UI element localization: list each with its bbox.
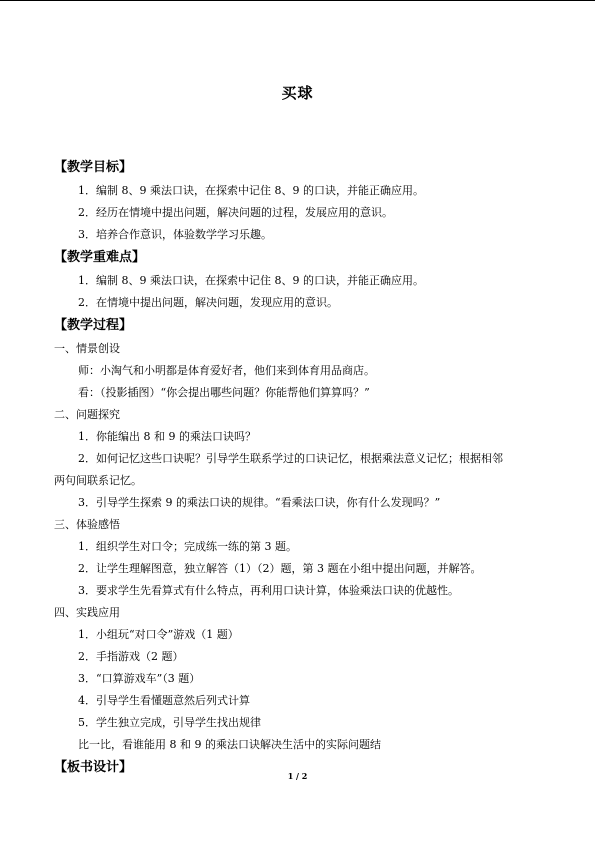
process-item: 3．要求学生先看算式有什么特点，再利用口诀计算，体验乘法口诀的优越性。 [78, 584, 459, 597]
document-body [54, 156, 541, 780]
process-item: 2．让学生理解图意，独立解答（1）（2）题，第 3 题在小组中提出问题，并解答。 [78, 562, 482, 575]
process-item: 比一比，看谁能用 8 和 9 的乘法口诀解决生活中的实际问题结 [78, 738, 381, 751]
process-item: 2．如何记忆这些口诀呢？引导学生联系学过的口诀记忆，根据乘法意义记忆；根据相邻 [78, 452, 503, 465]
objective-item: 2．经历在情境中提出问题，解决问题的过程，发展应用的意识。 [78, 206, 393, 219]
process-item: 2．手指游戏（2 题） [78, 650, 184, 663]
objective-item: 3．培养合作意识，体验数学学习乐趣。 [78, 228, 272, 241]
section-heading-board-design: 【板书设计】 [54, 760, 133, 775]
process-item: 5．学生独立完成，引导学生找出规律 [78, 716, 261, 729]
process-item: 1．你能编出 8 和 9 的乘法口诀吗？ [78, 430, 256, 443]
key-point-item: 2．在情境中提出问题，解决问题，发现应用的意识。 [78, 296, 338, 309]
process-item: 看：（投影插图）“你会提出哪些问题？你能帮他们算算吗？” [78, 386, 370, 399]
process-item: 3．引导学生探索 9 的乘法口诀的规律。“看乘法口诀，你有什么发现吗？” [78, 496, 441, 509]
process-subheading: 二、问题探究 [54, 408, 120, 421]
key-point-item: 1．编制 8、9 乘法口诀，在探索中记住 8、9 的口诀，并能正确应用。 [78, 274, 424, 287]
process-item: 3．“口算游戏车”（3 题） [78, 672, 201, 685]
process-item-continuation: 两句间联系记忆。 [54, 474, 142, 487]
process-item: 1．组织学生对口令；完成练一练的第 3 题。 [78, 540, 297, 553]
process-item: 4．引导学生看懂题意然后列式计算 [78, 694, 250, 707]
process-item: 师：小淘气和小明都是体育爱好者，他们来到体育用品商店。 [78, 364, 375, 377]
process-subheading: 三、体验感悟 [54, 518, 120, 531]
section-heading-objectives: 【教学目标】 [54, 160, 133, 175]
objective-item: 1．编制 8、9 乘法口诀，在探索中记住 8、9 的口诀，并能正确应用。 [78, 184, 424, 197]
page-number: 1 / 2 [287, 771, 308, 781]
section-heading-process: 【教学过程】 [54, 318, 133, 333]
top-border-line [0, 0, 595, 1]
section-heading-key-points: 【教学重难点】 [54, 250, 146, 265]
process-subheading: 四、实践应用 [54, 606, 120, 619]
process-subheading: 一、情景创设 [54, 342, 120, 355]
page-title: 买球 [281, 84, 314, 102]
process-item: 1．小组玩“对口令”游戏（1 题） [78, 628, 239, 641]
